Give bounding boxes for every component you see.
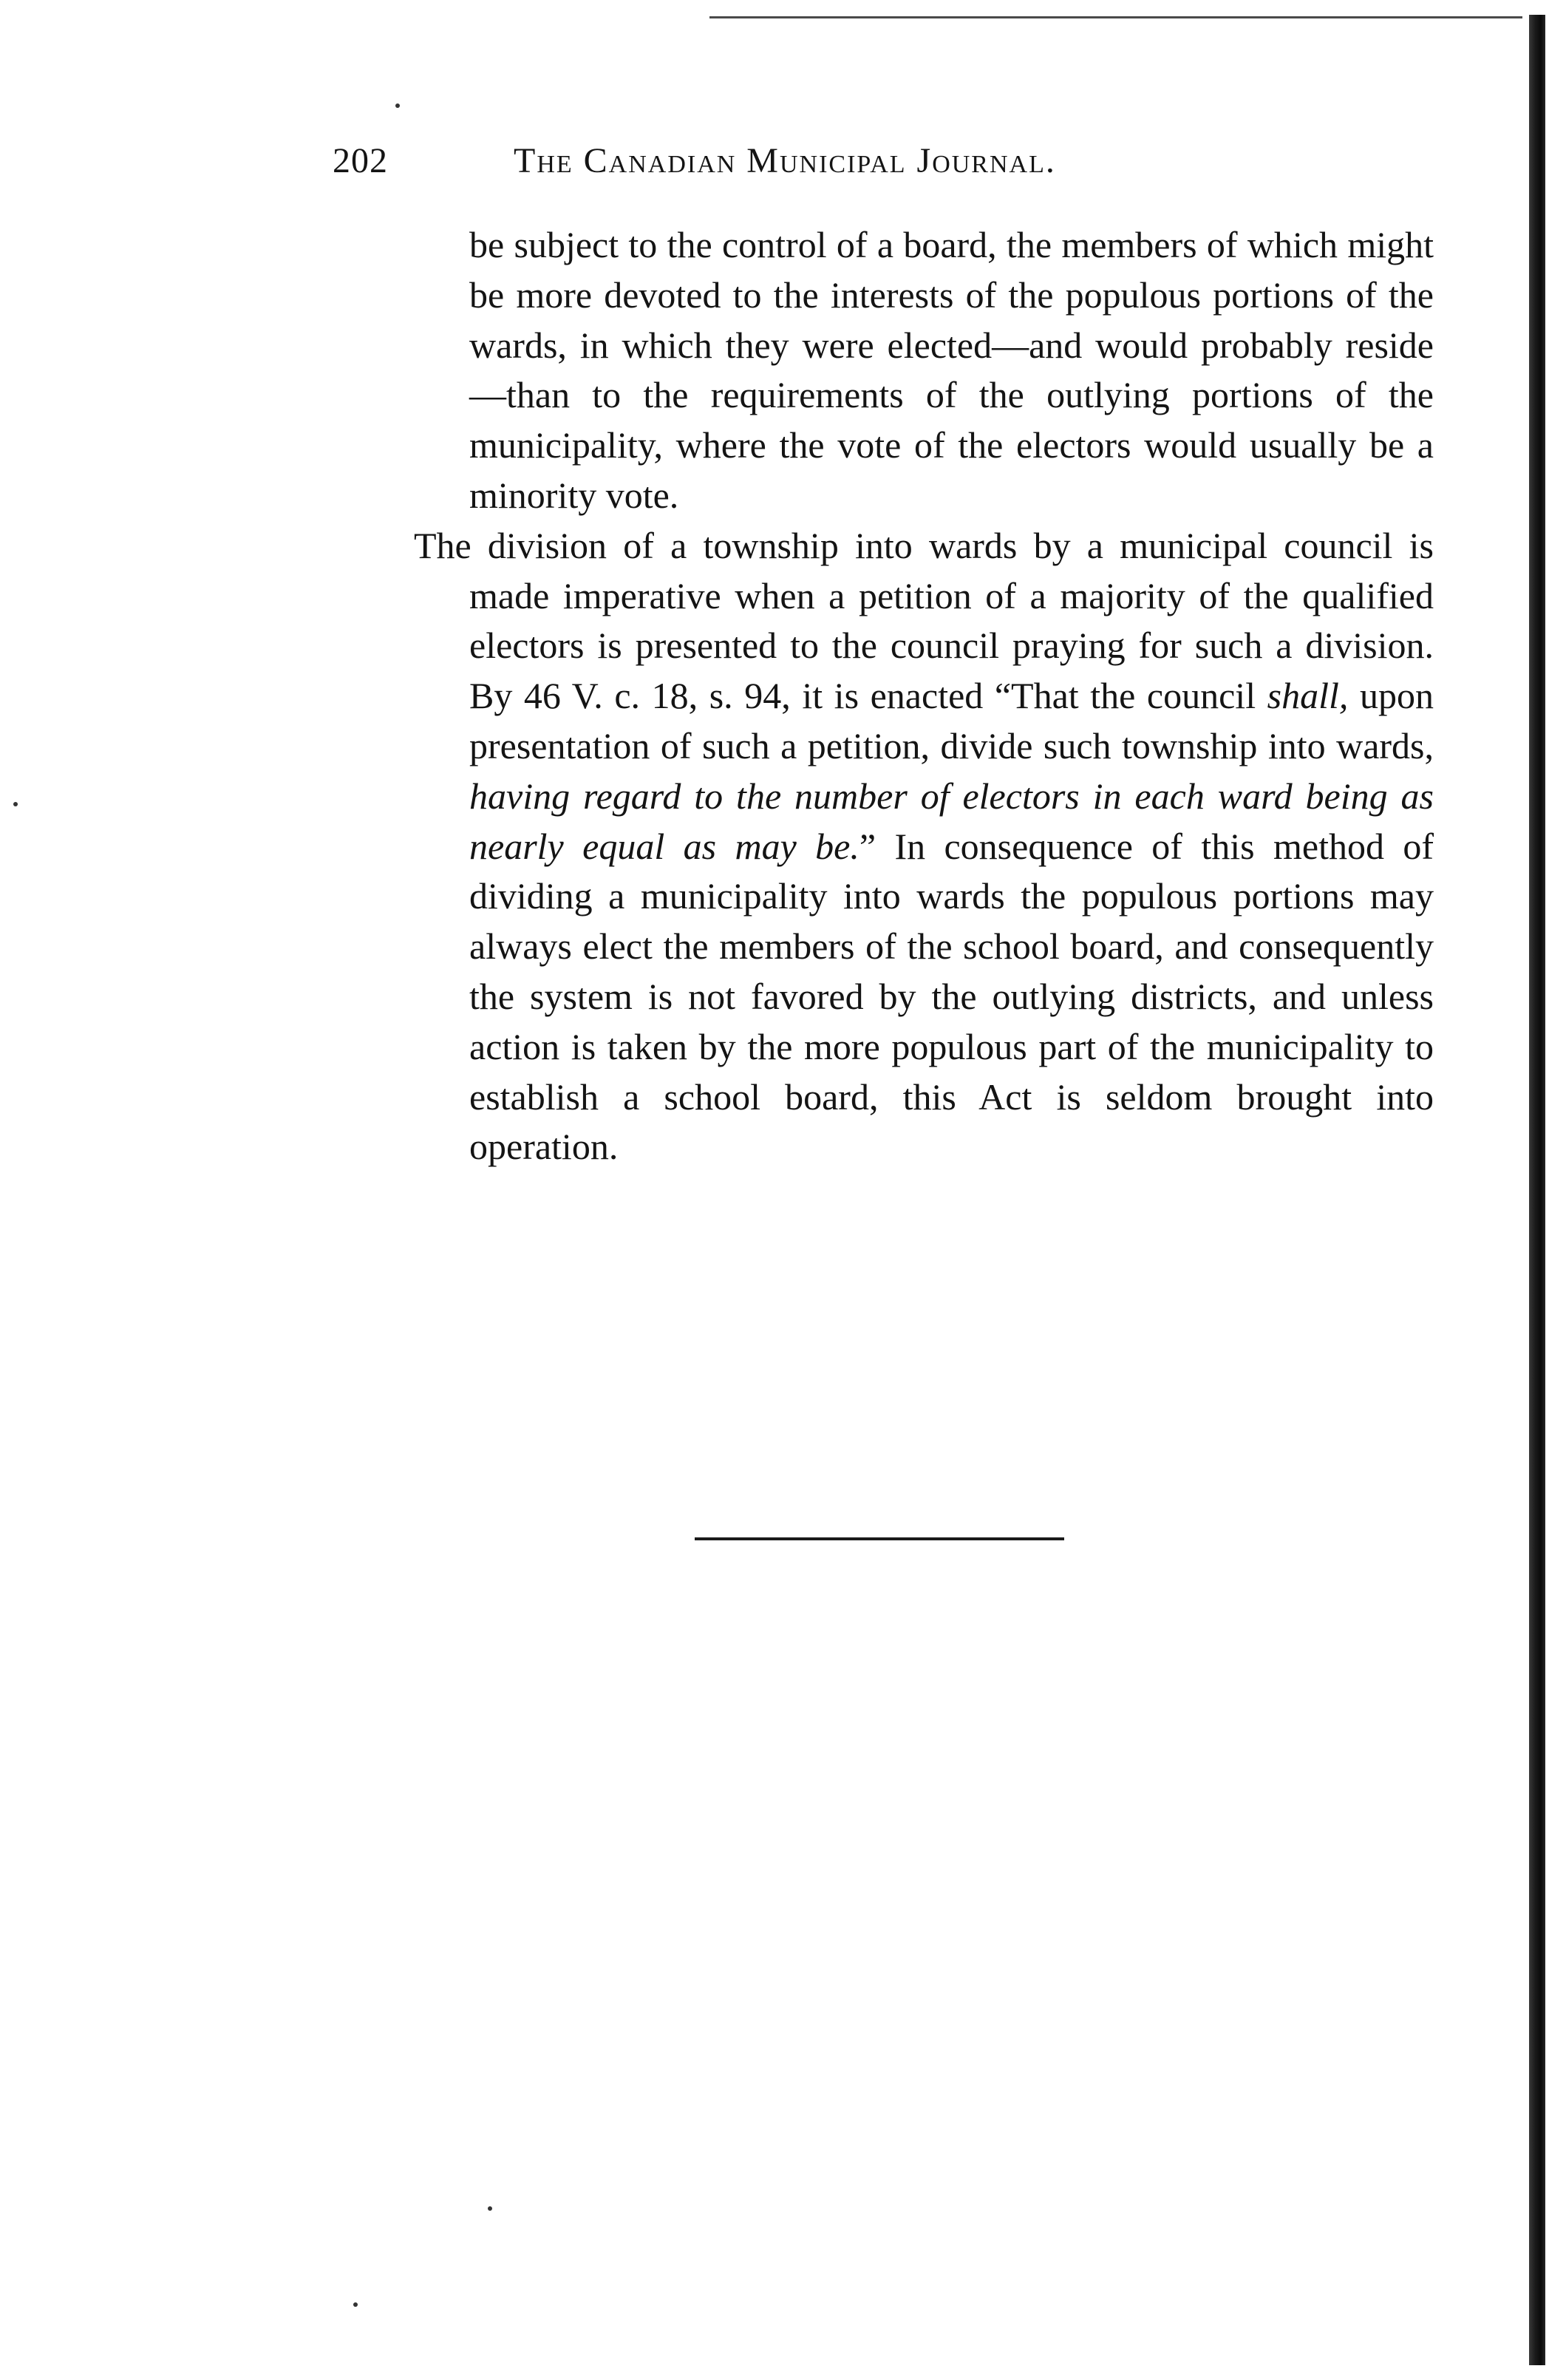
- paragraph-ward-division: [414, 521, 1434, 1172]
- running-head: The Canadian Municipal Journal.: [514, 141, 1056, 180]
- page-number: 202: [333, 141, 388, 180]
- paragraph-text-segment: The division of a township into wards by a municipal council is made imperative when a petition of a majority of the qualified electors is presented to the council praying for such a division. By 46 V. c. 18, s. 94, it is enacted “That the council: [414, 524, 1434, 717]
- italic-quoted-clause: having regard to the number of electors in each ward being as nearly equal as may be.: [469, 775, 1434, 867]
- scan-speck: [13, 802, 18, 806]
- scan-speck: [395, 103, 400, 108]
- article-body: [414, 220, 1434, 1172]
- page-header: [333, 140, 1279, 200]
- scan-speck: [353, 2302, 358, 2307]
- section-divider-rule: [695, 1537, 1064, 1540]
- italic-emphasis: shall,: [1267, 675, 1349, 717]
- paragraph-text: be subject to the control of a board, the members of which might be more devoted to the interests of the populous portions of the wards, in which they were elected—and would probably reside—than to the requirements of the outlying portions of the municipality, where the vote of the electors would usually be a minority vote.: [469, 224, 1434, 516]
- paragraph-text-segment: upon presentation of such a petition, divide such township into wards,: [469, 675, 1434, 766]
- paragraph-continuation: [414, 220, 1434, 521]
- paragraph-text-segment: ” In consequence of this method of dividing a municipality into wards the populous portions may always elect the members of the school board, and consequently the system is not favored by the outlying districts, and unless action is taken by the more populous part of the municipality to establish a school board, this Act is seldom brought into operation.: [469, 825, 1434, 1168]
- page-binding-edge: [1529, 15, 1545, 2365]
- top-scan-rule: [709, 16, 1522, 18]
- scan-speck: [488, 2206, 492, 2211]
